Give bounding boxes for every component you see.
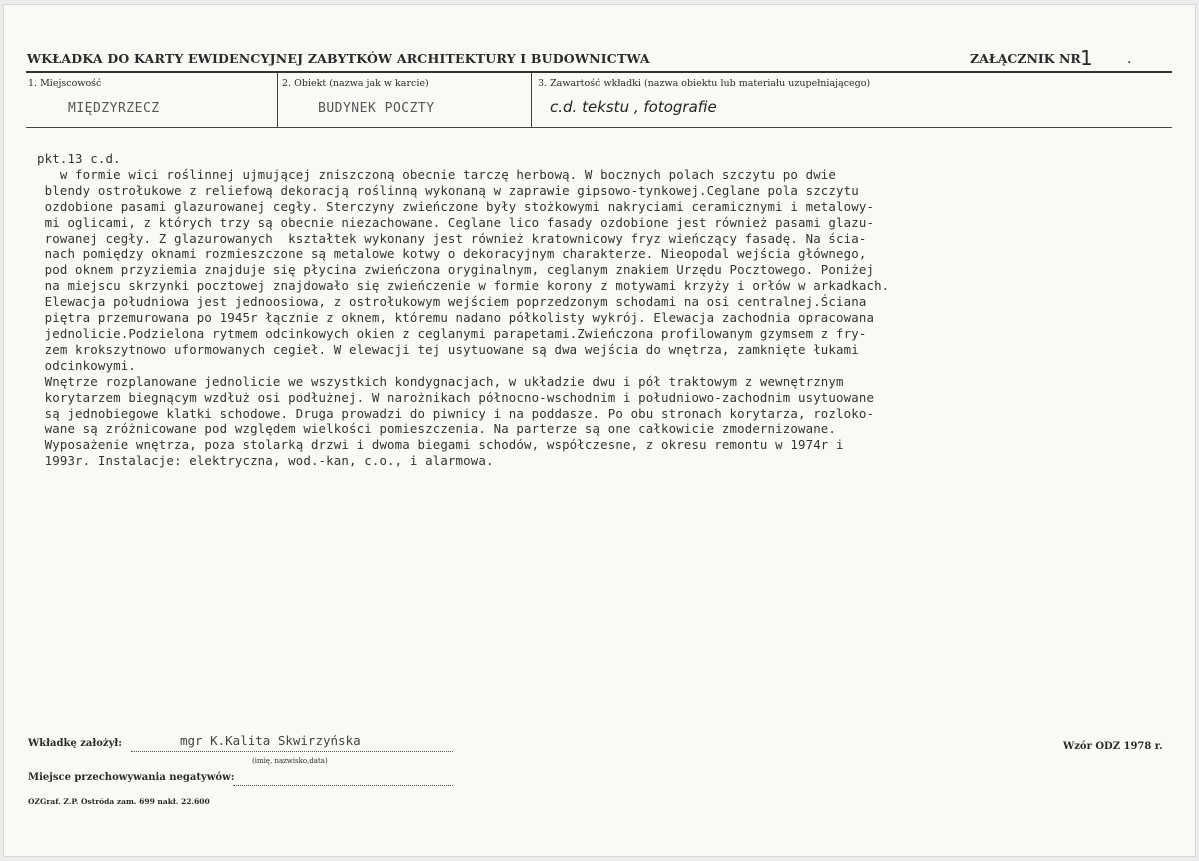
negatives-line <box>233 784 453 786</box>
attachment-label: ZAŁĄCZNIK NR <box>970 51 1081 66</box>
body-line: jednolicie.Podzielona rytmem odcinkowych okien z ceglanymi parapetami.Zwieńczona profilowanym gzymsem z fry- <box>37 325 867 341</box>
body-line: są jednobiegowe klatki schodowe. Druga prowadzi do piwnicy i na poddasze. Po obu stronach korytarza, rozloko- <box>37 405 875 421</box>
body-line: Wyposażenie wnętrza, poza stolarką drzwi i dwoma biegami schodów, współczesne, z okresu remontu w 1974r i <box>37 437 844 453</box>
body-line: ozdobione pasami glazurowanej cegły. Sterczyny zwieńczone były stożkowymi nakryciami ceramicznymi i metalowy- <box>37 198 875 214</box>
typed-body-text <box>37 151 1182 469</box>
body-line: Elewacja południowa jest jednoosiowa, z ostrołukowym wejściem poprzedzonym schodami na osi centralnej.Ściana <box>37 294 867 310</box>
body-line: odcinkowymi. <box>37 357 136 373</box>
created-by-line <box>131 750 453 752</box>
body-line: korytarzem biegnącym wzdłuż osi podłużnej. W narożnikach północno-wschodnim i południowo-zachodnim usytuowane <box>37 389 875 405</box>
field-value-contents: c.d. tekstu , fotografie <box>550 98 717 116</box>
body-line: pkt.13 c.d. <box>37 151 121 166</box>
field-divider-1 <box>277 73 278 127</box>
body-line: mi oglicami, z których trzy są obecnie niezachowane. Ceglane lico fasady ozdobione jest również pasami glazu- <box>37 214 875 230</box>
print-info: OZGraf. Z.P. Ostróda zam. 699 nakł. 22.600 <box>28 797 210 806</box>
field-label-locality: 1. Miejscowość <box>28 78 102 89</box>
body-line: zem krokszytnowo uformowanych cegieł. W elewacji tej usytuowane są dwa wejścia do wnętrza, zamknięte łukami <box>37 341 859 357</box>
attachment-suffix: . <box>1127 51 1132 67</box>
body-line: piętra przemurowana po 1945r łącznie z oknem, któremu nadano półkolisty wykrój. Elewacja zachodnia opracowana <box>37 310 875 326</box>
body-line: Wnętrze rozplanowane jednolicie we wszystkich kondygnacjach, w układzie dwu i pół traktowym z wewnętrznym <box>37 373 844 389</box>
body-line: wane są zróżnicowane pod względem wielkości pomieszczenia. Na parterze są one całkowicie zmodernizowane. <box>37 421 837 437</box>
field-value-object: BUDYNEK POCZTY <box>318 101 435 116</box>
created-by-hint: (imię, nazwisko,data) <box>252 757 328 765</box>
body-line: nach pomiędzy oknami rozmieszczone są metalowe kotwy o dekoracyjnym charakterze. Nieopodal wejścia głównego, <box>37 246 867 262</box>
document-title: WKŁADKA DO KARTY EWIDENCYJNEJ ZABYTKÓW ARCHITEKTURY I BUDOWNICTWA <box>27 51 650 66</box>
body-line: blendy ostrołukowe z reliefową dekoracją roślinną wykonaną w zaprawie gipsowo-tynkowej.Ceglane pola szczytu <box>37 182 859 198</box>
body-line: na miejscu skrzynki pocztowej znajdowało się zwieńczenie w formie korony z motywami krzyży i orłów w arkadkach. <box>37 278 890 294</box>
field-divider-2 <box>531 73 532 127</box>
header-rule <box>26 71 1172 73</box>
field-value-locality: MIĘDZYRZECZ <box>68 101 160 116</box>
body-line: w formie wici roślinnej ujmującej zniszczoną obecnie tarczę herbową. W bocznych polach szczytu po dwie <box>37 166 837 182</box>
body-line: rowanej cegły. Z glazurowanych kształtek wykonany jest również kratownicowy fryz wieńczący fasadę. Na ścia- <box>37 230 867 246</box>
fields-bottom-rule <box>26 127 1172 128</box>
attachment-number: 1 <box>1080 46 1093 70</box>
field-label-object: 2. Obiekt (nazwa jak w karcie) <box>282 78 429 89</box>
created-by-label: Wkładkę założył: <box>28 738 122 749</box>
field-label-contents: 3. Zawartość wkładki (nazwa obiektu lub materiału uzupełniającego) <box>538 78 871 89</box>
created-by-value: mgr K.Kalita Skwirzyńska <box>180 733 361 748</box>
body-line: 1993r. Instalacje: elektryczna, wod.-kan, c.o., i alarmowa. <box>37 453 494 469</box>
body-line: pod oknem przyziemia znajduje się płycina zwieńczona oryginalnym, ceglanym znakiem Urzędu Pocztowego. Poniżej <box>37 262 875 278</box>
form-mark: Wzór ODZ 1978 r. <box>1063 741 1163 752</box>
negatives-label: Miejsce przechowywania negatywów: <box>28 772 235 783</box>
